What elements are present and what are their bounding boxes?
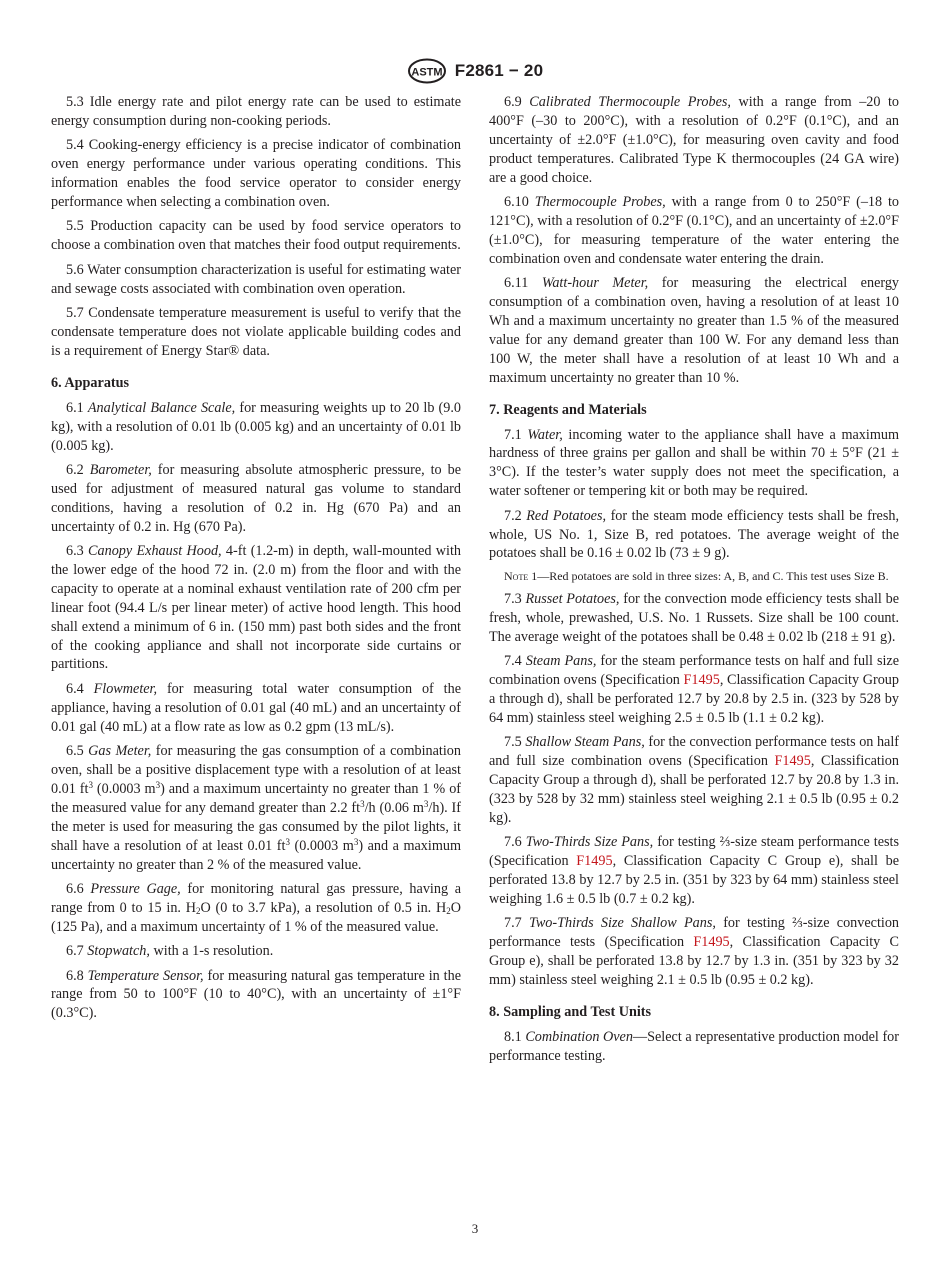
section-8-1: 8.1 Combination Oven—Select a representative production model for performance testing. — [489, 1028, 899, 1064]
section-7-7: 7.7 Two-Thirds Size Shallow Pans, for testing ⅔-size convection performance tests (Specification F1495, Classification Capacity C Group e), shall be perforated 13.8 by 12.7 by 1.3 in. (351 by 323 by 32 mm) stainless steel weighing 2.1 ± 0.5 lb (0.95 ± 0.2 kg). — [489, 915, 900, 989]
section-5-5: 5.5 Production capacity can be used by food service operators to choose a combination oven that matches their food output requirements. — [51, 218, 461, 254]
section-6-4: 6.4 Flowmeter, for measuring total water consumption of the appliance, having a resolution of 0.01 gal (40 mL) and an uncertainty of 0.01 gal (40 mL) at a flow rate as low as 0.2 gpm (13 mL/s). — [51, 680, 461, 735]
section-6-11: 6.11 Watt-hour Meter, for measuring the electrical energy consumption of a combination oven, having a resolution of at least 10 Wh and a maximum uncertainty no greater than 1.5 % of the measured value for any demand greater than 100 W. For any demand less than 100 W, the meter shall have a resolution of at least 10 Wh and a maximum uncertainty no greater than 10 %. — [489, 275, 900, 386]
section-heading-apparatus: 6. Apparatus — [51, 374, 130, 391]
section-6-7: 6.7 Stopwatch, with a 1-s resolution. — [66, 943, 274, 960]
section-6-1: 6.1 Analytical Balance Scale, for measuring weights up to 20 lb (9.0 kg), with a resolution of 0.01 lb (0.005 kg) and an uncertainty of 0.01 lb (0.005 kg). — [51, 399, 462, 454]
section-7-5: 7.5 Shallow Steam Pans, for the convection performance tests on half and full size combination ovens (Specification F1495, Classification Capacity Group a through d), shall be perforated 12.7 by 20.8 by 1.3 in. (323 by 528 by 32 mm) stainless steel weighing 2.1 ± 0.5 lb (0.95 ± 0.2 kg). — [489, 734, 900, 826]
section-heading-sampling: 8. Sampling and Test Units — [489, 1003, 652, 1020]
section-heading-reagents: 7. Reagents and Materials — [489, 401, 647, 418]
section-7-1: 7.1 Water, incoming water to the appliance shall have a maximum hardness of three grains per gallon and shall be within 70 ± 5°F (21 ± 3°C). If the tester’s water supply does not meet the specification, a water softener or tempering kit or both may be required. — [489, 426, 899, 500]
page-header — [0, 56, 950, 86]
note-1: Note 1—Red potatoes are sold in three sizes: A, B, and C. This test uses Size B. — [504, 568, 889, 583]
section-6-8: 6.8 Temperature Sensor, for measuring natural gas temperature in the range from 50 to 100°F (10 to 40°C), with an uncertainty of ±1°F (0.3°C). — [51, 967, 461, 1022]
section-7-3: 7.3 Russet Potatoes, for the convection mode efficiency tests shall be fresh, whole, prewashed, U.S. No. 1 Russets. Size shall be 100 count. The average weight of the potatoes shall be 0.48 ± 0.02 lb (218 ± 91 g). — [489, 590, 899, 645]
section-5-3: 5.3 Idle energy rate and pilot energy rate can be used to estimate energy consumption during non-cooking periods. — [51, 94, 462, 129]
page-number: 3 — [471, 1221, 479, 1236]
section-6-3: 6.3 Canopy Exhaust Hood, 4-ft (1.2-m) in depth, wall-mounted with the lower edge of the hood 72 in. (2.0 m) from the floor and with the capacity to operate at a nominal exhaust ventilation rate of 200 cfm per linear foot (94.4 L/s per linear meter) of active hood length. This hood shall extend a minimum of 6 in. (150 mm) past both sides and the front of the cooking appliance and shall not incorporate side curtains or partitions. — [51, 543, 462, 673]
spec-link-f1495[interactable]: F1495 — [774, 753, 811, 770]
section-5-4: 5.4 Cooking-energy efficiency is a precise indicator of combination oven energy performance under various operating conditions. This information enables the food service operator to consider energy performance when selecting a combination oven. — [51, 137, 462, 211]
section-6-2: 6.2 Barometer, for measuring absolute atmospheric pressure, to be used for adjustment of measured natural gas volume to standard conditions, having a resolution of 0.2 in. Hg (670 Pa) and an uncertainty of 0.2 in. Hg (670 Pa). — [51, 461, 461, 535]
section-7-2: 7.2 Red Potatoes, for the steam mode efficiency tests shall be fresh, whole, US No. 1, Size B, red potatoes. The average weight of the potatoes shall be 0.16 ± 0.02 lb (73 ± 9 g). — [489, 507, 900, 562]
spec-link-f1495[interactable]: F1495 — [693, 934, 730, 951]
spec-link-f1495[interactable]: F1495 — [683, 671, 720, 688]
section-6-10: 6.10 Thermocouple Probes, with a range from 0 to 250°F (–18 to 121°C), with a resolution of 0.2°F (0.1°C), and an uncertainty of ±2.0°F (±1.0°C), for measuring temperature of the water entering the combination oven and condensate water entering the drain. — [489, 194, 900, 267]
spec-link-f1495[interactable]: F1495 — [576, 853, 613, 870]
astm-logo-icon — [407, 58, 447, 84]
section-7-4: 7.4 Steam Pans, for the steam performance tests on half and full size combination ovens (Specification F1495, Classification Capacity Group a through d), shall be perforated 12.7 by 20.8 by 2.5 in. (323 by 528 by 64 mm) stainless steel weighing 2.5 ± 0.5 lb (1.1 ± 0.2 kg). — [489, 653, 900, 726]
section-6-9: 6.9 Calibrated Thermocouple Probes, with a range from –20 to 400°F (–30 to 200°C), with a resolution of 0.2°F (0.1°C), and an uncertainty of ±2.0°F (±1.0°C), for measuring oven cavity and food product temperatures. Calibrated Type K thermocouples (24 GA wire) are a good choice. — [489, 94, 900, 186]
document-designation: F2861 − 20 — [454, 61, 544, 80]
section-6-5: 6.5 Gas Meter, for measuring the gas consumption of a combination oven, shall be a positive displacement type with a resolution of at least 0.01 $ft^3$ (0.0003 $m^3$) and a maximum uncertainty no greater than 1 % of the measured value for any demand greater than 2.2 $ft^3/h$ (0.06 $m^3/h$). If the meter is used for measuring the gas consumed by the pilot lights, it shall have a resolution of at least 0.01 $ft^3$ (0.0003 $m^3$) and a maximum uncertainty no greater than 2 % of the measured value. — [51, 743, 462, 873]
section-5-7: 5.7 Condensate temperature measurement is useful to verify that the condensate temperature does not violate applicable building codes and is a requirement of Energy Star® data. — [51, 305, 461, 359]
right-column — [489, 93, 899, 1071]
section-7-6: 7.6 Two-Thirds Size Pans, for testing ⅔-size steam performance tests (Specification F1495, Classification Capacity C Group e), shall be perforated 13.8 by 12.7 by 2.5 in. (351 by 323 by 64 mm) stainless steel weighing 1.6 ± 0.5 lb (0.7 ± 0.2 kg). — [489, 834, 900, 907]
section-5-6: 5.6 Water consumption characterization is useful for estimating water and sewage costs associated with combination oven operation. — [51, 261, 461, 297]
astm-logo-text: ASTM — [411, 66, 443, 79]
left-column — [51, 93, 461, 1029]
section-6-6: 6.6 Pressure Gage, for monitoring natural gas pressure, having a range from 0 to 15 in. $H_2O$ (0 to 3.7 kPa), a resolution of 0.5 in. $H_2O$ (125 Pa), and a maximum uncertainty of 1 % of the measured value. — [51, 880, 462, 935]
